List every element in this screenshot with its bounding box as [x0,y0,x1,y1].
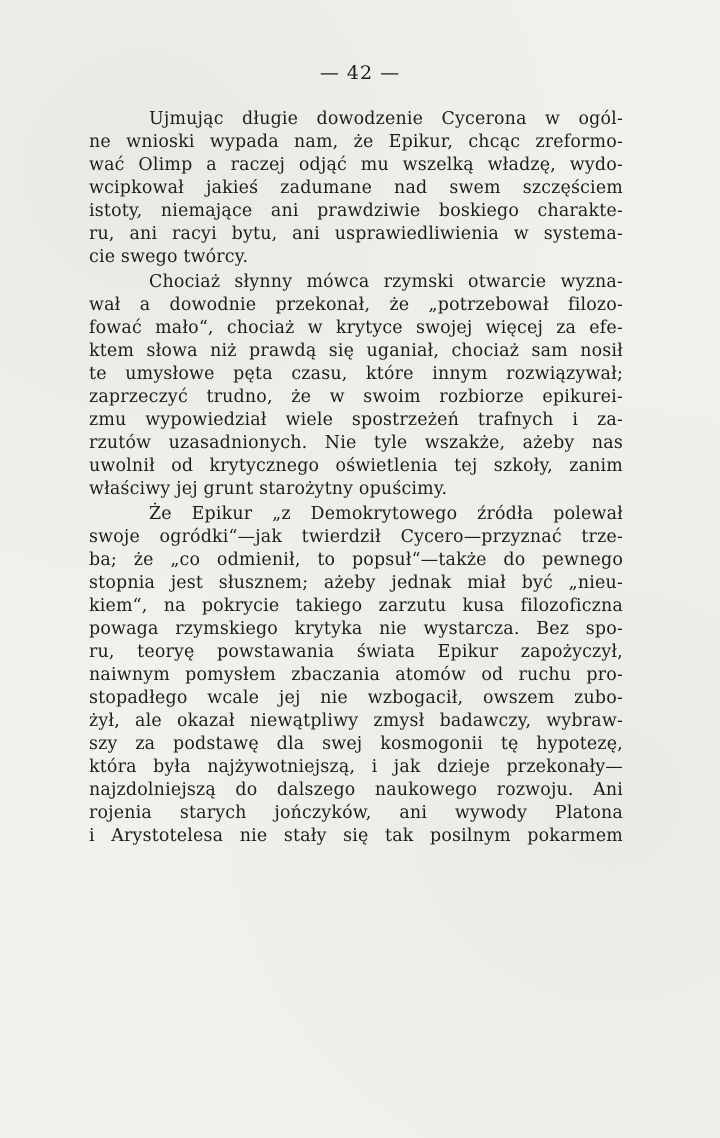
text-line: żył, ale okazał niewątpliwy zmysł badawczy, wybraw- [89,711,623,731]
text-line: Że Epikur „z Demokrytowego źródła polewał [149,504,623,524]
text-line: która była najżywotniejszą, i jak dzieje przekonały— [89,757,623,777]
text-line: kiem“, na pokrycie takiego zarzutu kusa filozoficzna [89,596,623,616]
text-line: zaprzeczyć trudno, że w swoim rozbiorze epikurei- [89,387,623,407]
body-text [89,108,623,848]
text-line: stopadłego wcale jej nie wzbogacił, owszem zubo- [89,688,623,708]
text-line: rojenia starych jończyków, ani wywody Platona [89,803,623,823]
text-line: ktem słowa niż prawdą się uganiał, chociaż sam nosił [89,341,623,361]
text-line: istoty, niemające ani prawdziwie boskiego charakte- [89,201,623,221]
text-line: uwolnił od krytycznego oświetlenia tej szkoły, zanim [89,456,623,476]
text-line: powaga rzymskiego krytyka nie wystarcza. Bez spo- [89,619,623,639]
text-line: ne wnioski wypada nam, że Epikur, chcąc zreformo- [89,132,623,152]
text-line: rzutów uzasadnionych. Nie tyle wszakże, ażeby nas [89,433,623,453]
text-line: te umysłowe pęta czasu, które innym rozwiązywał; [89,364,623,384]
text-line: cie swego twórcy. [89,247,249,267]
text-line: wać Olimp a raczej odjąć mu wszelką władzę, wydo- [89,155,623,175]
text-line: zmu wypowiedział wiele spostrzeżeń trafnych i za- [89,410,623,430]
text-line: ru, teoryę powstawania świata Epikur zapożyczył, [89,642,623,662]
page-number: — 42 — [319,62,401,84]
text-line: właściwy jej grunt starożytny opuścimy. [89,479,448,499]
text-line: szy za podstawę dla swej kosmogonii tę hypotezę, [89,734,623,754]
text-line: Chociaż słynny mówca rzymski otwarcie wyzna- [149,272,623,292]
text-line: ba; że „co odmienił, to popsuł“—także do pewnego [89,550,623,570]
text-line: wał a dowodnie przekonał, że „potrzebował filozo- [89,295,623,315]
text-line: wcipkował jakieś zadumane nad swem szczęściem [89,178,623,198]
text-line: stopnia jest słusznem; ażeby jednak miał być „nieu- [89,573,623,593]
text-line: najzdolniejszą do dalszego naukowego rozwoju. Ani [89,780,623,800]
text-line: Ujmując długie dowodzenie Cycerona w ogól- [149,109,623,129]
text-line: fować mało“, chociaż w krytyce swojej więcej za efe- [89,318,623,338]
text-line: ru, ani racyi bytu, ani usprawiedliwienia w systema- [89,224,623,244]
text-line: swoje ogródki“—jak twierdził Cycero—przyznać trze- [89,527,623,547]
text-line: i Arystotelesa nie stały się tak posilnym pokarmem [89,826,623,846]
text-line: naiwnym pomysłem zbaczania atomów od ruchu pro- [89,665,623,685]
